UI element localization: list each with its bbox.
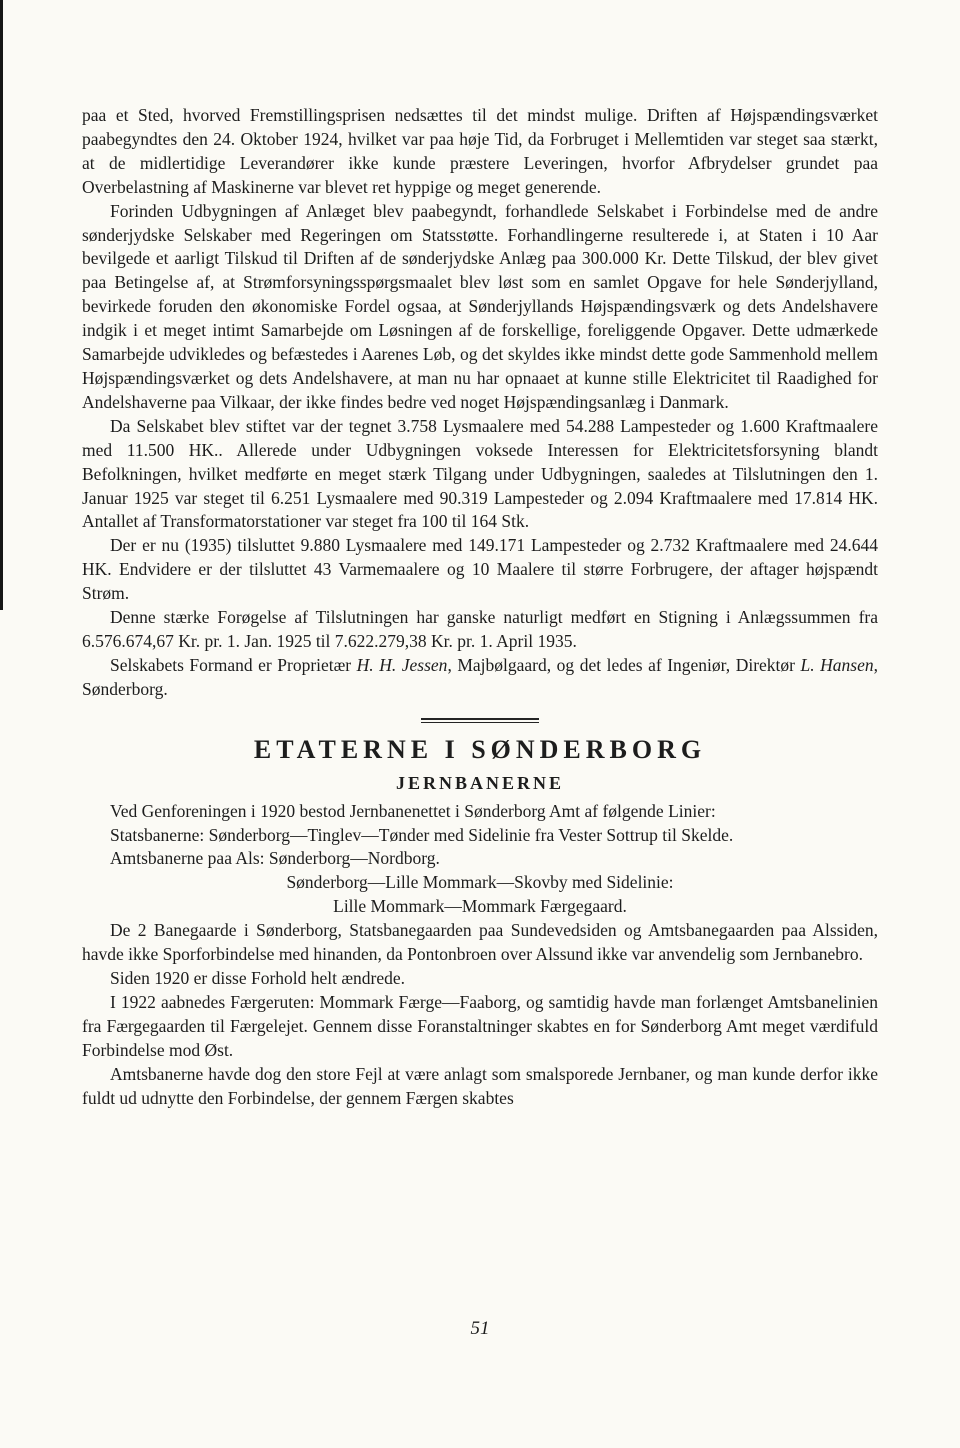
paragraph-continuation: paa et Sted, hvorved Fremstillingsprisen nedsættes til det mindst mulige. Driften af Højspændingsværket paabegyndtes den 24. Oktober 1924, hvilket var paa høje Tid, da Forbruget i Mellemtiden var steget saa stærkt, at de midlertidige Leverandører ikke kunde præstere Leveringen, hvorfor Afbrydelser grundet paa Overbelastning af Maskinerne var blevet ret hyppige og meget generende. [82, 105, 878, 197]
line-statsbanerne: Statsbanerne: Sønderborg—Tinglev—Tønder med Sidelinie fra Vester Sottrup til Skelde. [110, 824, 734, 845]
paragraph-formand [82, 654, 878, 702]
scan-edge-artifact [0, 0, 3, 610]
formand-text-mid: , Majbølgaard, og det ledes af Ingeniør, Direktør [447, 654, 801, 675]
book-page [82, 104, 878, 1110]
formand-text-pre: Selskabets Formand er Proprietær [110, 654, 357, 675]
paragraph-statsstotte: Forinden Udbygningen af Anlæget blev paabegyndt, forhandlede Selskabet i Forbindelse med de andre sønderjydske Selskaber med Regeringen om Statsstøtte. Forhandlingerne resulterede i, at Staten i 10 Aar bevilgede et aarligt Tilskud til Driften af de sønderjydske Anlæg paa 300.000 Kr. Dette Tilskud, der blev givet paa Betingelse af, at Strømforsyningsspørgsmaalet blev løst som en samlet Opgave for hele Sønderjylland, bevirkede foruden den økonomiske Fordel ogsaa, at Sønderjyllands Højspændingsværk og dets Andelshavere indgik i et meget intimt Samarbejde om Løsningen af de forskellige, foreliggende Opgaver. Dette udmærkede Samarbejde udvikledes og befæstedes i Aarenes Løb, og det skyldes ikke mindst dette gode Sammenhold mellem Højspændingsværket og dets Andelshavere, at man nu har opnaaet at kunne stille Elektricitet til Raadighed for Andelshaverne paa Vilkaar, der ikke findes bedre ved noget Højspændingsanlæg i Danmark. [82, 200, 878, 412]
director-name: L. Hansen [800, 654, 874, 675]
paragraph-smalspor: Amtsbanerne havde dog den store Fejl at være anlagt som smalsporede Jernbaner, og man kunde derfor ikke fuldt ud udnytte den Forbindelse, der gennem Færgen skabtes [82, 1063, 878, 1108]
line-mommark-faergegaard: Lille Mommark—Mommark Færgegaard. [333, 896, 627, 917]
paragraph-genforening: Ved Genforeningen i 1920 bestod Jernbanenettet i Sønderborg Amt af følgende Linier: [110, 800, 716, 821]
paragraph-faergerute: I 1922 aabnedes Færgeruten: Mommark Færge—Faaborg, og samtidig havde man forlænget Amtsbanelinien fra Færgegaarden til Færgelejet. Gennem disse Foranstaltninger skabtes en for Sønderborg Amt meget værdifuld Forbindelse mod Øst. [82, 991, 878, 1060]
section-title: ETATERNE I SØNDERBORG [253, 734, 707, 764]
paragraph-anlaegssum: Denne stærke Forøgelse af Tilslutningen har ganske naturligt medført en Stigning i Anlægssummen fra 6.576.674,67 Kr. pr. 1. Jan. 1925 til 7.622.279,38 Kr. pr. 1. April 1935. [82, 607, 878, 651]
hojspaendingsvaerk-section [82, 104, 878, 702]
section-divider-rule [421, 718, 539, 723]
paragraph-banegaarde: De 2 Banegaarde i Sønderborg, Statsbanegaarden paa Sundevedsiden og Amtsbanegaarden paa Alssiden, havde ikke Sporforbindelse med hinanden, da Pontonbroen over Alssund ikke var anvendelig som Jernbanebro. [82, 920, 878, 965]
formand-text-post: , Sønderborg. [82, 654, 879, 699]
formand-name: H. H. Jessen [356, 654, 448, 675]
subsection-title: JERNBANERNE [395, 772, 565, 793]
paragraph-maalere-1935: Der er nu (1935) tilsluttet 9.880 Lysmaalere med 149.171 Lampesteder og 2.732 Kraftmaalere med 24.644 HK. Endvidere er der tilsluttet 43 Varmemaalere og 10 Maalere til større Forbrugere, der aftager højspændt Strøm. [82, 535, 878, 604]
line-amtsbanerne: Amtsbanerne paa Als: Sønderborg—Nordborg. [110, 848, 440, 869]
page-number: 51 [470, 1318, 490, 1339]
jernbanerne-section [82, 800, 878, 1111]
paragraph-siden-1920: Siden 1920 er disse Forhold helt ændrede. [110, 968, 406, 988]
paragraph-maalere-1925: Da Selskabet blev stiftet var der tegnet 3.758 Lysmaalere med 54.288 Lampesteder og 1.600 Kraftmaalere med 11.500 HK.. Allerede under Udbygningen voksede Interessen for Elektricitetsforsyning blandt Befolkningen, hvilket medførte en meget stærk Tilgang under Udbygningen, saaledes at Tilslutningen den 1. Januar 1925 var steget til 6.251 Lysmaalere med 90.319 Lampesteder og 2.094 Kraftmaalere med 17.814 HK. Antallet af Transformatorstationer var steget fra 100 til 164 Stk. [82, 415, 878, 532]
line-mommark-skovby: Sønderborg—Lille Mommark—Skovby med Sidelinie: [286, 872, 674, 893]
